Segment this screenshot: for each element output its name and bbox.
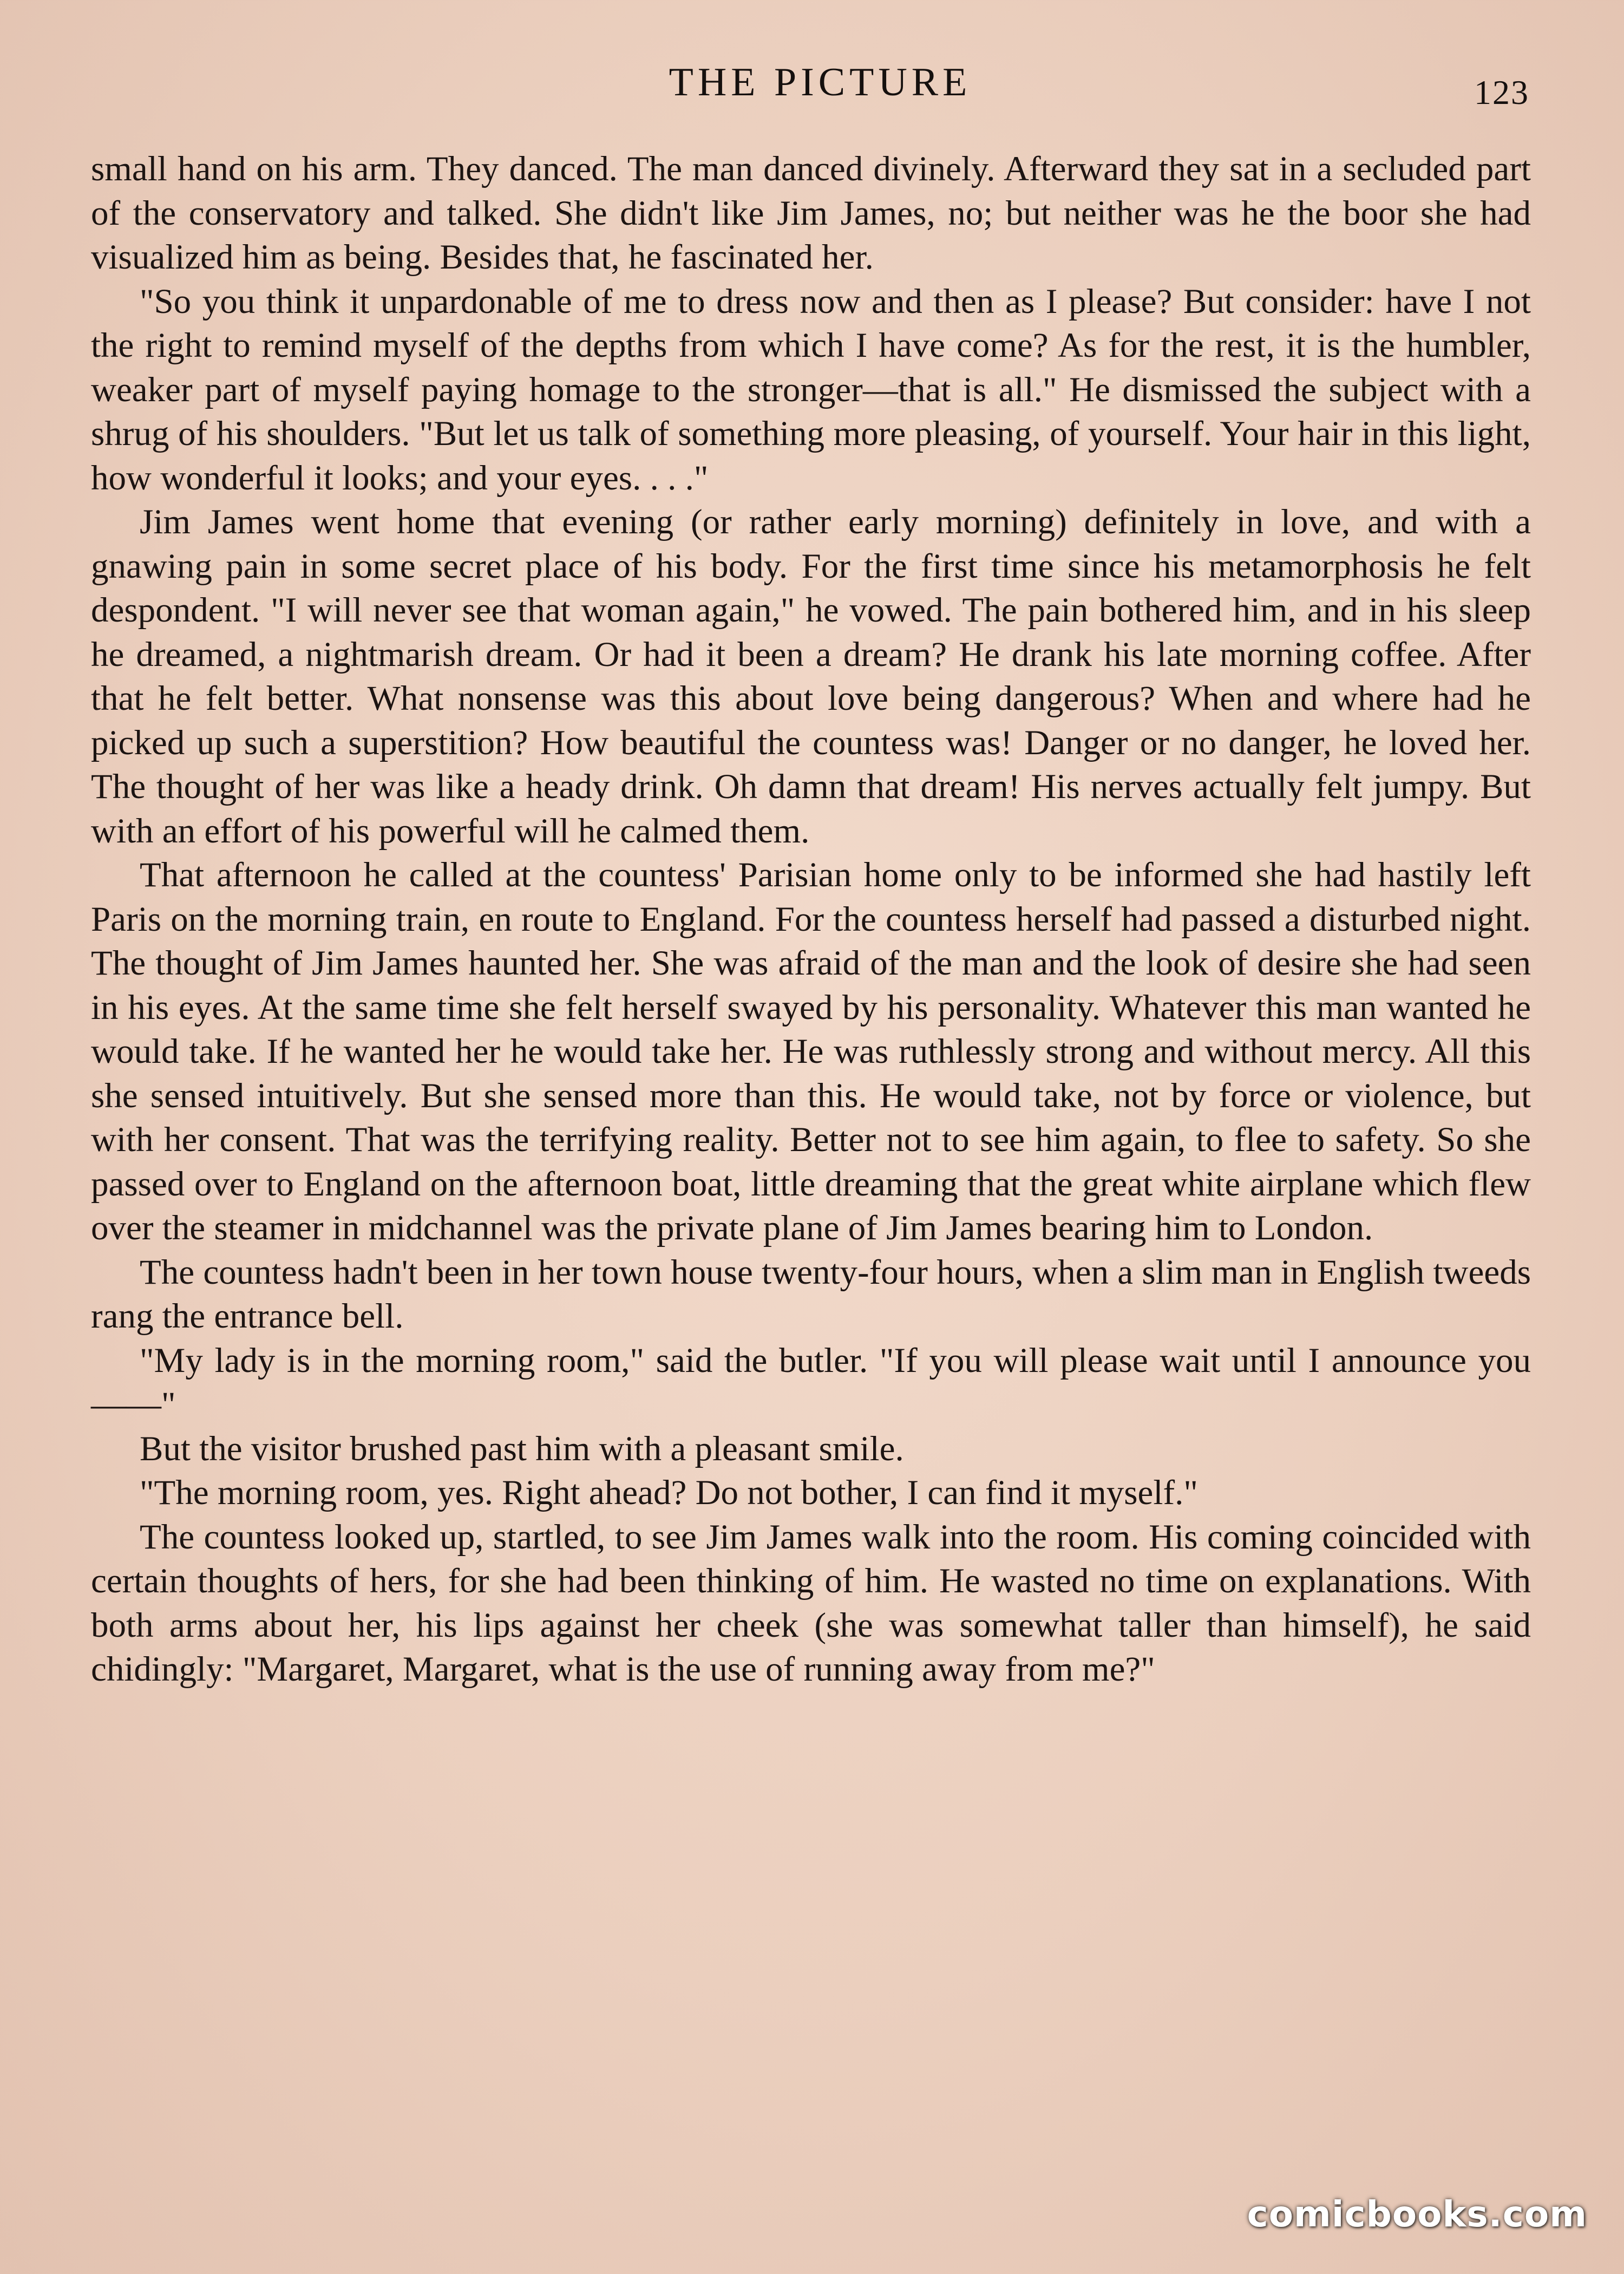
paragraph-countess-startled: The countess looked up, startled, to see Jim James walk into the room. His coming coincided with certain thoughts of hers, for she had been thinking of him. He wasted no time on explanations. With both arms about her, his lips against her cheek (she was somewhat taller than himself), he said chidingly: "Margaret, Margaret, what is the use of running away from me?" xyxy=(91,1517,1531,1689)
paragraph-continued: small hand on his arm. They danced. The man danced divinely. Afterward they sat in a secluded part of the conservatory and talked. She didn't like Jim James, no; but neither was he the boor she had visualized him as being. Besides that, he fascinated her. xyxy=(91,149,1531,277)
running-title: THE PICTURE xyxy=(669,60,972,104)
paragraph-butler: "My lady is in the morning room," said the butler. "If you will please wait until I announce you——" xyxy=(91,1341,1531,1424)
paragraph-dialogue-dress: "So you think it unpardonable of me to dress now and then as I please? But consider: have I not the right to remind myself of the depths from which I have come? As for the rest, it is the humbler, weaker part of myself paying homage to the stronger—that is all." He dismissed the subject with a shrug of his shoulders. "But let us talk of something more pleasing, of yourself. Your hair in this light, how wonderful it looks; and your eyes. . . ." xyxy=(91,282,1531,498)
paragraph-afternoon-call: That afternoon he called at the countess' Parisian home only to be informed she had hastily left Paris on the morning train, en route to England. For the countess herself had passed a disturbed night. The thought of Jim James haunted her. She was afraid of the man and the look of desire she had seen in his eyes. At the same time she felt herself swayed by his personality. Whatever this man wanted he would take. If he wanted her he would take her. He was ruthlessly strong and without mercy. All this she sensed intuitively. But she sensed more than this. He would take, not by force or violence, but with her consent. That was the terrifying reality. Better not to see him again, to flee to safety. So she passed over to England on the afternoon boat, little dreaming that the great white airplane which flew over the steamer in midchannel was the private plane of Jim James bearing him to London. xyxy=(91,855,1531,1247)
paragraph-morning-room: "The morning room, yes. Right ahead? Do not bother, I can find it myself." xyxy=(140,1473,1198,1512)
body-text xyxy=(91,147,1531,1692)
paragraph-went-home: Jim James went home that evening (or rather early morning) definitely in love, and with a gnawing pain in some secret place of his body. For the first time since his metamorphosis he felt despondent. "I will never see that woman again," he vowed. The pain bothered him, and in his sleep he dreamed, a nightmarish dream. Or had it been a dream? He drank his late morning coffee. After that he felt better. What nonsense was this about love being dangerous? When and where had he picked up such a superstition? How beautiful the countess was! Danger or no danger, he loved her. The thought of her was like a heady drink. Oh damn that dream! His nerves actually felt jumpy. But with an effort of his powerful will he calmed them. xyxy=(91,502,1531,851)
watermark: comicbooks.com xyxy=(1247,2193,1587,2235)
paragraph-town-house: The countess hadn't been in her town house twenty-four hours, when a slim man in English tweeds rang the entrance bell. xyxy=(91,1252,1531,1336)
running-header xyxy=(0,54,1624,114)
page-number: 123 xyxy=(1474,73,1529,112)
paragraph-visitor: But the visitor brushed past him with a pleasant smile. xyxy=(140,1429,904,1468)
